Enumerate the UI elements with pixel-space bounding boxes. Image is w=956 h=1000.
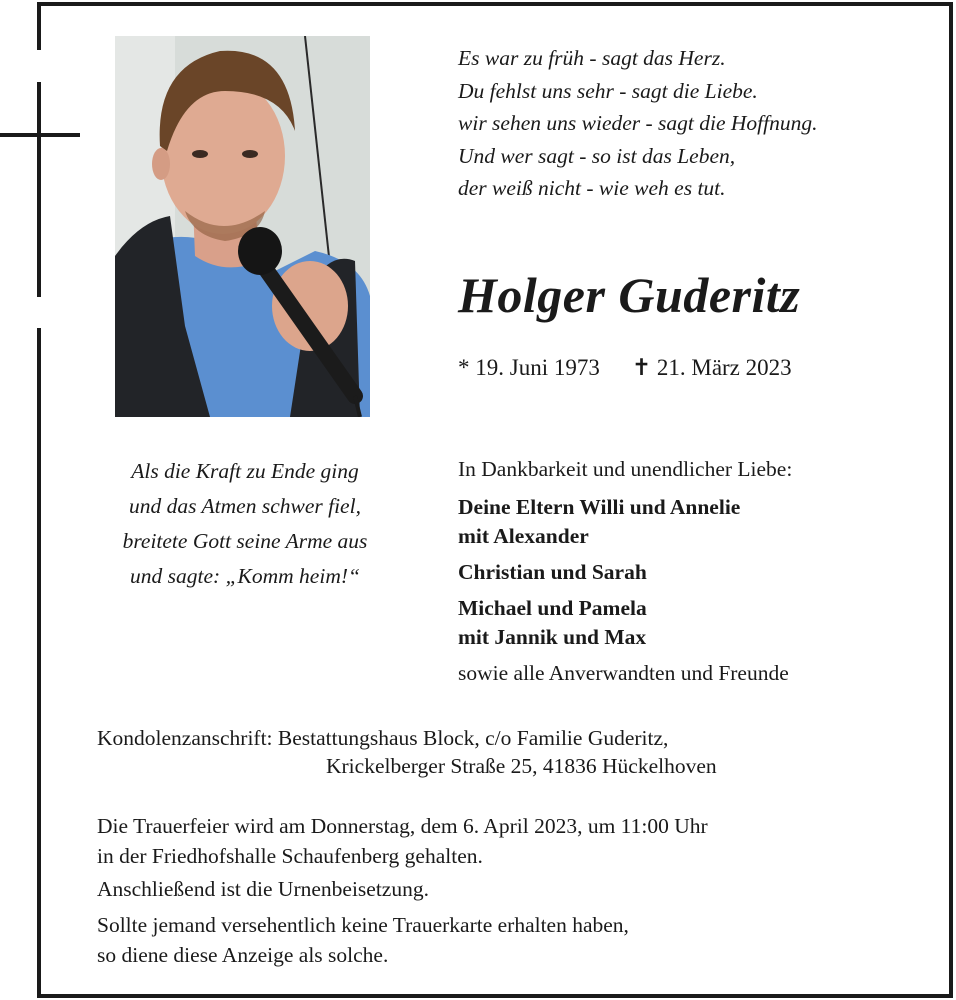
family-line: Michael und Pamela (458, 596, 647, 620)
family-group-parents (458, 493, 740, 551)
death-date: ✝ 21. März 2023 (631, 355, 792, 380)
poem-line: wir sehen uns wieder - sagt die Hoffnung. (458, 111, 818, 135)
life-dates (458, 352, 792, 384)
poem-line: und das Atmen schwer fiel, (129, 494, 361, 518)
poem-line: Und wer sagt - so ist das Leben, (458, 143, 736, 168)
family-line: mit Alexander (458, 524, 589, 548)
service-line: in der Friedhofshalle Schaufenberg gehalten. (97, 844, 483, 868)
service-info (97, 811, 708, 871)
poem-line: Es war zu früh - sagt das Herz. (458, 46, 726, 70)
gratitude-line: In Dankbarkeit und unendlicher Liebe: (458, 457, 793, 481)
family-group-christian (458, 558, 647, 587)
frame-right-border (949, 2, 953, 998)
family-line: mit Jannik und Max (458, 625, 647, 649)
portrait-photo (115, 36, 370, 417)
poem-line: breitete Gott seine Arme aus (122, 529, 368, 553)
notice-line: Sollte jemand versehentlich keine Trauerkarte erhalten haben, (97, 913, 629, 937)
cross-horizontal-icon (0, 133, 80, 137)
poem-line: und sagte: „Komm heim!“ (130, 564, 360, 588)
frame-top-border (37, 2, 953, 6)
relatives-line: sowie alle Anverwandten und Freunde (458, 661, 789, 685)
urn-burial-info: Anschließend ist die Urnenbeisetzung. (97, 877, 429, 901)
cross-vertical-top (37, 2, 41, 50)
poem-line: Du fehlst uns sehr - sagt die Liebe. (458, 78, 758, 103)
poem-line: Als die Kraft zu Ende ging (131, 459, 359, 483)
condolence-address-line-2: Krickelberger Straße 25, 41836 Hückelhoven (326, 754, 717, 778)
top-poem (458, 42, 938, 205)
birth-date: * 19. Juni 1973 (458, 355, 600, 380)
poem-line: der weiß nicht - wie weh es tut. (458, 176, 726, 200)
family-group-michael (458, 594, 647, 652)
service-line: Die Trauerfeier wird am Donnerstag, dem 6. April 2023, um 11:00 Uhr (97, 814, 708, 838)
deceased-name: Holger Guderitz (458, 267, 801, 323)
family-line: Christian und Sarah (458, 560, 647, 584)
notice-text (97, 910, 629, 970)
frame-left-border (37, 328, 41, 998)
cross-vertical-middle (37, 82, 41, 297)
notice-line: so diene diese Anzeige als solche. (97, 943, 389, 967)
left-poem (85, 454, 405, 594)
family-line: Deine Eltern Willi und Annelie (458, 495, 741, 519)
condolence-address-line-1: Kondolenzanschrift: Bestattungshaus Block, c/o Familie Guderitz, (97, 726, 669, 750)
frame-bottom-border (37, 994, 953, 998)
